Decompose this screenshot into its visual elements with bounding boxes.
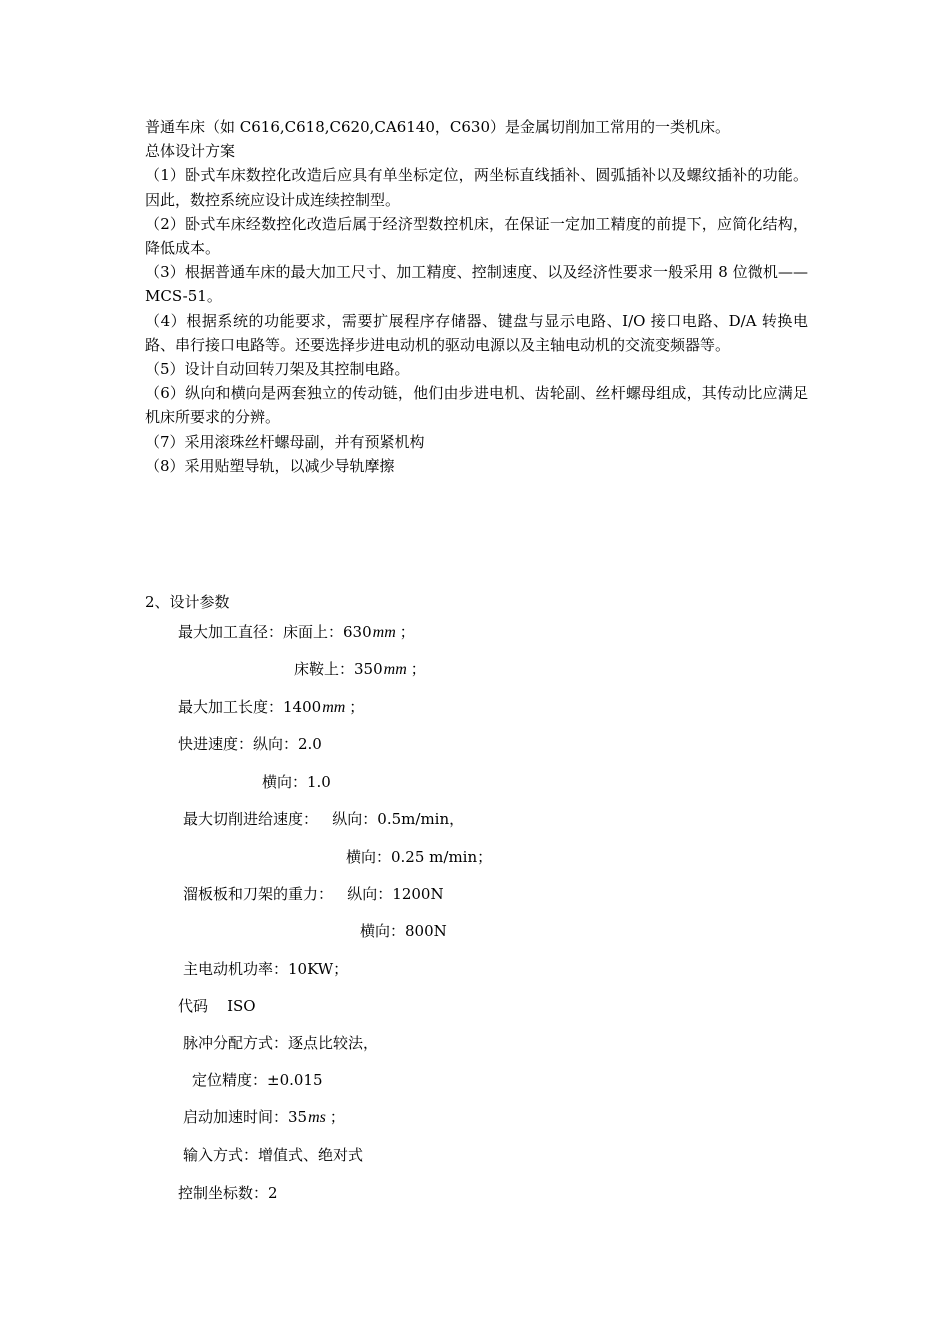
semicolon: ； xyxy=(410,660,426,678)
unit-ms: ms xyxy=(308,1109,326,1126)
design-item-8: （8）采用贴塑导轨，以减少导轨摩擦 xyxy=(145,456,395,475)
param-text: 最大加工直径：床面上：630 xyxy=(178,623,372,641)
param-feed-cross: 横向：0.25 m/min； xyxy=(346,848,493,866)
unit-mm: mm xyxy=(322,699,346,716)
param-rapid-longitudinal: 快进速度：纵向：2.0 xyxy=(178,735,322,753)
param-control-axes: 控制坐标数：2 xyxy=(178,1184,278,1202)
design-item-6: （6）纵向和横向是两套独立的传动链，他们由步进电机、齿轮副、丝杆螺母组成，其传动比应满足机床所要求的分辨。 xyxy=(145,384,808,427)
param-text: 床鞍上：350 xyxy=(294,660,383,678)
intro-line: 普通车床（如 C616,C618,C620,CA6140，C630）是金属切削加工常用的一类机床。 xyxy=(145,118,730,136)
param-text: 启动加速时间：35 xyxy=(183,1108,308,1126)
param-text: 最大加工长度：1400 xyxy=(178,698,322,716)
param-feed-longitudinal: 最大切削进给速度： 纵向：0.5m/min， xyxy=(183,810,465,828)
design-item-4: （4）根据系统的功能要求，需要扩展程序存储器、键盘与显示电路、I/O 接口电路、D/A 转换电路、串行接口电路等。还要选择步进电动机的驱动电源以及主轴电动机的交流变频器等。 xyxy=(145,311,808,354)
param-weight-longitudinal: 溜板板和刀架的重力： 纵向：1200N xyxy=(183,885,444,903)
design-item-5: （5）设计自动回转刀架及其控制电路。 xyxy=(145,360,410,379)
param-weight-cross: 横向：800N xyxy=(360,922,447,940)
param-max-length xyxy=(178,695,364,720)
unit-mm: mm xyxy=(372,624,396,641)
unit-mm: mm xyxy=(383,661,407,678)
intro-text-block xyxy=(145,115,808,478)
param-rapid-cross: 横向：1.0 xyxy=(262,773,331,791)
design-item-1: （1）卧式车床数控化改造后应具有单坐标定位，两坐标直线插补、圆弧插补以及螺纹插补的功能。因此，数控系统应设计成连续控制型。 xyxy=(145,166,808,209)
design-item-3: （3）根据普通车床的最大加工尺寸、加工精度、控制速度、以及经济性要求一般采用 8 位微机——MCS-51。 xyxy=(145,263,808,306)
semicolon: ； xyxy=(329,1108,345,1126)
param-spindle-power: 主电动机功率：10KW； xyxy=(183,960,349,978)
param-input-mode: 输入方式：增值式、绝对式 xyxy=(183,1146,364,1164)
semicolon: ； xyxy=(399,623,415,641)
param-positioning-accuracy: 定位精度：±0.015 xyxy=(192,1071,323,1089)
param-max-diameter-saddle xyxy=(294,657,426,682)
param-accel-time xyxy=(183,1105,345,1130)
overall-design-heading: 总体设计方案 xyxy=(145,142,236,161)
design-item-2: （2）卧式车床经数控化改造后属于经济型数控机床，在保证一定加工精度的前提下，应简化结构，降低成本。 xyxy=(145,214,808,258)
param-pulse-method: 脉冲分配方式：逐点比较法， xyxy=(183,1034,379,1052)
param-max-diameter-bed xyxy=(178,620,415,645)
param-code: 代码 ISO xyxy=(178,997,256,1015)
section-title: 2、设计参数 xyxy=(145,593,230,611)
design-item-7: （7）采用滚珠丝杆螺母副，并有预紧机构 xyxy=(145,432,425,451)
semicolon: ； xyxy=(349,698,365,716)
